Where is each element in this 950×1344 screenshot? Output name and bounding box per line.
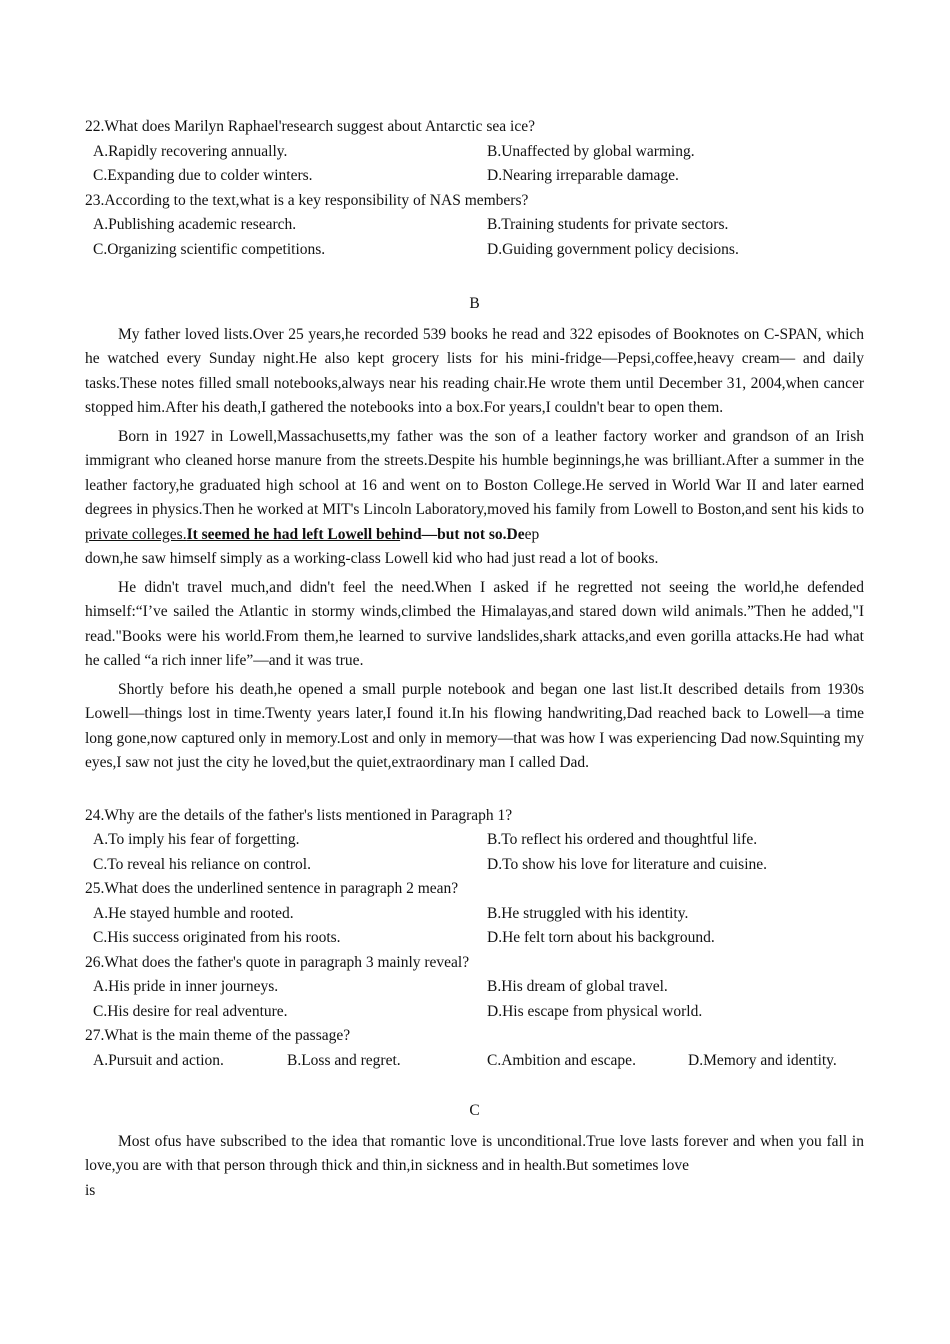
option-b[interactable]: B.Loss and regret. — [287, 1051, 401, 1069]
option-d[interactable]: D.Guiding government policy decisions. — [487, 240, 739, 258]
option-a[interactable]: A.His pride in inner journeys. — [93, 978, 279, 995]
option-c[interactable]: C.Expanding due to colder winters. — [93, 167, 313, 184]
question-23 — [85, 189, 864, 263]
option-a[interactable]: A.Pursuit and action. — [93, 1051, 224, 1069]
paragraph-2-tail: down,he saw himself simply as a working-class Lowell kid who had just read a lot of books. — [85, 550, 659, 567]
question-25 — [85, 877, 864, 951]
section-c-paragraph: Most ofus have subscribed to the idea that romantic love is unconditional.True love lasts forever and when you fall in love,you are with that person through thick and thin,in sickness and in health.But sometimes love — [85, 1132, 864, 1174]
question-27 — [85, 1024, 864, 1073]
option-b[interactable]: B.Unaffected by global warming. — [487, 142, 695, 160]
paragraph-4: Shortly before his death,he opened a small purple notebook and began one last list.It described details from 1930s Lowell—things lost in time.Twenty years later,I found it.In his flowing handwriting,Dad reached back to Lowell—a time long gone,now captured only in memory.Lost and only in memory—that was how I was experiencing Dad now.Squinting my eyes,I saw not just the city he loved,but the quiet,extraordinary man I called Dad. — [85, 680, 864, 771]
underlined-phrase: private colleges. — [85, 525, 187, 543]
question-stem: 23.According to the text,what is a key responsibility of NAS members? — [85, 191, 529, 209]
option-b[interactable]: B.He struggled with his identity. — [487, 904, 689, 922]
question-26 — [85, 951, 864, 1025]
bold-text: ind—but not so.De — [400, 525, 525, 543]
option-d[interactable]: D.His escape from physical world. — [487, 1002, 703, 1020]
option-c[interactable]: C.His success originated from his roots. — [93, 929, 341, 946]
paragraph-3: He didn't travel much,and didn't feel the need.When I asked if he regretted not seeing the world,he defended himself:“I’ve sailed the Atlantic in stormy winds,climbed the Himalayas,and stared down wild animals.”Then he added,"I read."Books were his world.From them,he learned to survive landslides,shark attacks,and even gorilla attacks.He had what he called “a rich inner life”—and it was true. — [85, 578, 864, 669]
section-c-tail: is — [85, 1181, 96, 1199]
section-heading-c: C — [469, 1102, 480, 1119]
option-a[interactable]: A.Publishing academic research. — [93, 216, 297, 233]
option-b[interactable]: B.Training students for private sectors. — [487, 216, 729, 233]
question-24 — [85, 804, 864, 878]
question-stem: 25.What does the underlined sentence in paragraph 2 mean? — [85, 880, 459, 897]
option-d[interactable]: D.Nearing irreparable damage. — [487, 167, 679, 184]
option-c[interactable]: C.To reveal his reliance on control. — [93, 855, 311, 873]
underlined-sentence: It seemed he had left Lowell beh — [186, 525, 401, 543]
paragraph-1: My father loved lists.Over 25 years,he recorded 539 books he read and 322 episodes of Booknotes on C-SPAN, which he watched every Sunday night.He also kept grocery lists for his mini-fridge—Pepsi,coffee,heavy cream— and daily tasks.These notes filled small notebooks,always near his reading chair.He wrote them until December 31, 2004,when cancer stopped him.After his death,I gathered the notebooks into a box.For years,I couldn't bear to open them. — [85, 325, 864, 416]
question-stem: 26.What does the father's quote in paragraph 3 mainly reveal? — [85, 953, 470, 971]
option-c[interactable]: C.Ambition and escape. — [487, 1051, 636, 1069]
option-d[interactable]: D.To show his love for literature and cuisine. — [487, 855, 767, 873]
option-d[interactable]: D.He felt torn about his background. — [487, 929, 715, 946]
option-b[interactable]: B.His dream of global travel. — [487, 978, 668, 995]
option-d[interactable]: D.Memory and identity. — [688, 1051, 837, 1069]
question-stem: 24.Why are the details of the father's lists mentioned in Paragraph 1? — [85, 806, 513, 824]
option-b[interactable]: B.To reflect his ordered and thoughtful life. — [487, 831, 758, 848]
option-a[interactable]: A.Rapidly recovering annually. — [93, 142, 288, 160]
option-a[interactable]: A.To imply his fear of forgetting. — [93, 831, 300, 848]
option-a[interactable]: A.He stayed humble and rooted. — [93, 904, 294, 922]
option-c[interactable]: C.Organizing scientific competitions. — [93, 240, 326, 258]
option-c[interactable]: C.His desire for real adventure. — [93, 1002, 288, 1020]
question-stem: 27.What is the main theme of the passage? — [85, 1027, 351, 1044]
question-22 — [85, 115, 864, 189]
section-heading-b: B — [469, 295, 480, 312]
document-page — [85, 115, 864, 1203]
question-stem: 22.What does Marilyn Raphael'research suggest about Antarctic sea ice? — [85, 118, 535, 135]
paragraph-2: Born in 1927 in Lowell,Massachusetts,my father was the son of a leather factory worker and grandson of an Irish immigrant who cleaned horse manure from the streets.Despite his humble beginnings,he was brilliant.After a summer in the leather factory,he graduated high school at 16 and went on to Boston College.He served in World War II and later earned degrees in physics.Then he worked at MIT's Lincoln Laboratory,moved his family from Lowell to Boston,and sent his kids to private colleges.It seemed he had left Lowell behind—but not so.Deep — [85, 427, 864, 543]
